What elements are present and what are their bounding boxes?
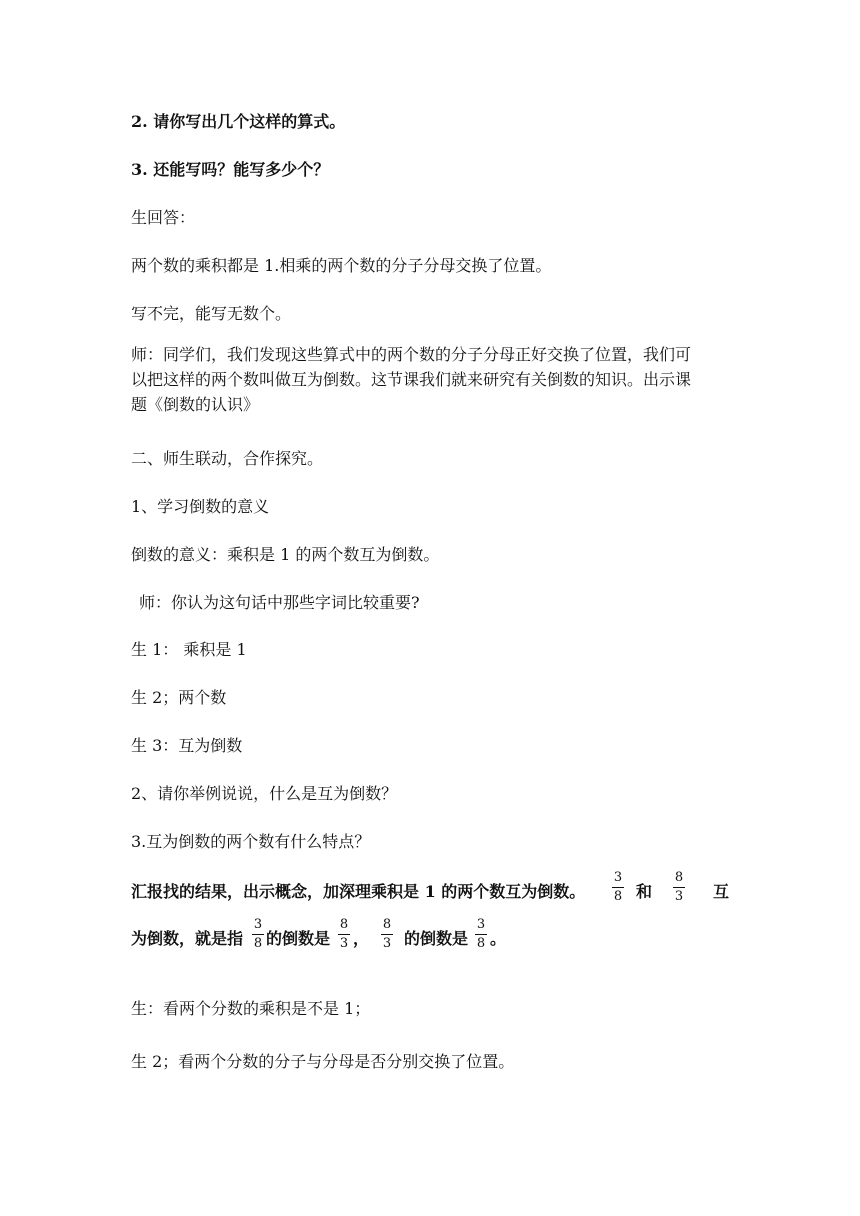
- subheading-meaning: 1、学习倒数的意义: [131, 497, 270, 516]
- word-and: 和: [636, 882, 653, 901]
- answer-product-one: 两个数的乘积都是 1.相乘的两个数的分子分母交换了位置。: [131, 256, 552, 275]
- student-answer-label: 生回答：: [131, 208, 196, 227]
- student-1-answer: 生 1： 乘积是 1: [131, 640, 247, 659]
- question-3: 3. 还能写吗？能写多少个？: [131, 160, 330, 179]
- question-2: 2. 请你写出几个这样的算式。: [131, 112, 346, 131]
- student-2-answer: 生 2；两个数: [131, 688, 227, 707]
- teacher-intro-line-1: 师：同学们，我们发现这些算式中的两个数的分子分母正好交换了位置，我们可: [131, 345, 692, 364]
- numerator: 3: [613, 870, 623, 885]
- fraction-bar: [612, 887, 624, 888]
- report-line-1: 汇报找的结果，出示概念，加深理乘积是 1 的两个数互为倒数。: [131, 882, 586, 901]
- denominator: 8: [253, 936, 263, 951]
- report-line-2-period: 。: [490, 929, 507, 948]
- numerator: 3: [253, 917, 263, 932]
- fraction-3-8: [251, 918, 265, 951]
- report-line-2-start: 为倒数，就是指: [131, 929, 244, 948]
- teacher-question: 师：你认为这句话中那些字词比较重要?: [139, 593, 420, 612]
- fraction-3-8: [611, 871, 625, 904]
- fraction-bar: [381, 934, 393, 935]
- denominator: 8: [613, 889, 623, 904]
- denominator: 8: [476, 936, 486, 951]
- teacher-intro-line-3: 题《倒数的认识》: [131, 395, 260, 414]
- teacher-intro-line-2: 以把这样的两个数叫做互为倒数。这节课我们就来研究有关倒数的知识。出示课: [131, 370, 692, 389]
- report-line-2-reciprocal-of-2: 的倒数是: [404, 929, 469, 948]
- section-heading-2: 二、师生联动，合作探究。: [131, 449, 324, 468]
- numerator: 3: [476, 917, 486, 932]
- numerator: 8: [674, 870, 684, 885]
- student-check-product: 生：看两个分数的乘积是不是 1；: [131, 999, 371, 1018]
- fraction-8-3: [672, 871, 686, 904]
- numerator: 8: [339, 917, 349, 932]
- student-3-answer: 生 3：互为倒数: [131, 736, 243, 755]
- fraction-bar: [252, 934, 264, 935]
- fraction-8-3: [380, 918, 394, 951]
- denominator: 3: [674, 889, 684, 904]
- fraction-3-8: [474, 918, 488, 951]
- fraction-8-3: [337, 918, 351, 951]
- word-mutual: 互: [713, 882, 730, 901]
- prompt-examples: 2、请你举例说说，什么是互为倒数？: [131, 784, 398, 803]
- denominator: 3: [382, 936, 392, 951]
- numerator: 8: [382, 917, 392, 932]
- fraction-bar: [673, 887, 685, 888]
- report-line-2-comma: ，: [353, 929, 370, 948]
- definition-reciprocal: 倒数的意义：乘积是 1 的两个数互为倒数。: [131, 545, 440, 564]
- prompt-features: 3.互为倒数的两个数有什么特点？: [131, 832, 371, 851]
- fraction-bar: [475, 934, 487, 935]
- student-2-check-swap: 生 2；看两个分数的分子与分母是否分别交换了位置。: [131, 1052, 515, 1071]
- denominator: 3: [339, 936, 349, 951]
- fraction-bar: [338, 934, 350, 935]
- answer-infinite: 写不完，能写无数个。: [131, 304, 292, 323]
- report-line-2-reciprocal-of: 的倒数是: [266, 929, 331, 948]
